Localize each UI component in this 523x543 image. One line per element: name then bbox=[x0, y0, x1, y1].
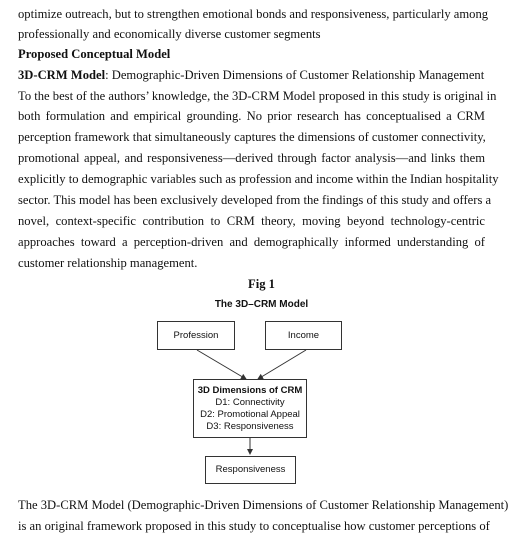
paragraph-line: both formulation and empirical grounding. No prior research has conceptualised a CRM bbox=[18, 109, 485, 123]
paragraph-line: customer relationship management. bbox=[18, 256, 198, 270]
dimension-d1: D1: Connectivity bbox=[215, 396, 285, 408]
paragraph-line: is an original framework proposed in this study to conceptualise how customer perceptions of bbox=[18, 519, 490, 533]
figure-title: The 3D–CRM Model bbox=[214, 299, 309, 310]
paragraph-line: sector. This model has been exclusively developed from the findings of this study and offers a bbox=[18, 193, 492, 207]
responsiveness-outcome-box bbox=[205, 456, 296, 484]
profession-label: Profession bbox=[173, 329, 219, 341]
paragraph-line: To the best of the authors’ knowledge, the 3D-CRM Model proposed in this study is original in bbox=[18, 89, 497, 103]
paragraph-line: professionally and economically diverse customer segments bbox=[18, 27, 321, 41]
income-label: Income bbox=[287, 329, 320, 341]
figure-label: Fig 1 bbox=[248, 277, 275, 291]
paragraph-line: The 3D-CRM Model (Demographic-Driven Dimensions of Customer Relationship Management) bbox=[18, 498, 509, 512]
paragraph-line: optimize outreach, but to strengthen emotional bonds and responsiveness, particularly among bbox=[18, 7, 489, 21]
responsiveness-outcome-label: Responsiveness bbox=[215, 464, 286, 475]
arrow-profession-to-dimensions bbox=[197, 350, 246, 379]
model-subheading-name: 3D-CRM Model bbox=[18, 68, 106, 82]
crm-dimensions-title: 3D Dimensions of CRM bbox=[197, 384, 303, 396]
profession-box bbox=[157, 321, 235, 350]
paragraph-line: novel, context-specific contribution to CRM theory, moving beyond technology-centric bbox=[18, 214, 485, 228]
income-box bbox=[265, 321, 342, 350]
dimension-d3: D3: Responsiveness bbox=[206, 420, 294, 432]
paragraph-line: approaches toward a perception-driven and demographically informed understanding of bbox=[18, 235, 485, 249]
paragraph-line: explicitly to demographic variables such as profession and income within the Indian hospitality bbox=[18, 172, 499, 186]
paragraph-line: promotional appeal, and responsiveness—derived through factor analysis—and links them bbox=[18, 151, 485, 165]
section-heading: Proposed Conceptual Model bbox=[18, 47, 171, 61]
arrow-income-to-dimensions bbox=[258, 350, 306, 379]
model-subheading-description: : Demographic-Driven Dimensions of Customer Relationship Management bbox=[105, 68, 485, 82]
paragraph-line: perception framework that simultaneously captures the dimensions of customer connectivity, bbox=[18, 130, 486, 144]
crm-dimensions-box bbox=[193, 379, 307, 438]
dimension-d2: D2: Promotional Appeal bbox=[200, 408, 300, 420]
